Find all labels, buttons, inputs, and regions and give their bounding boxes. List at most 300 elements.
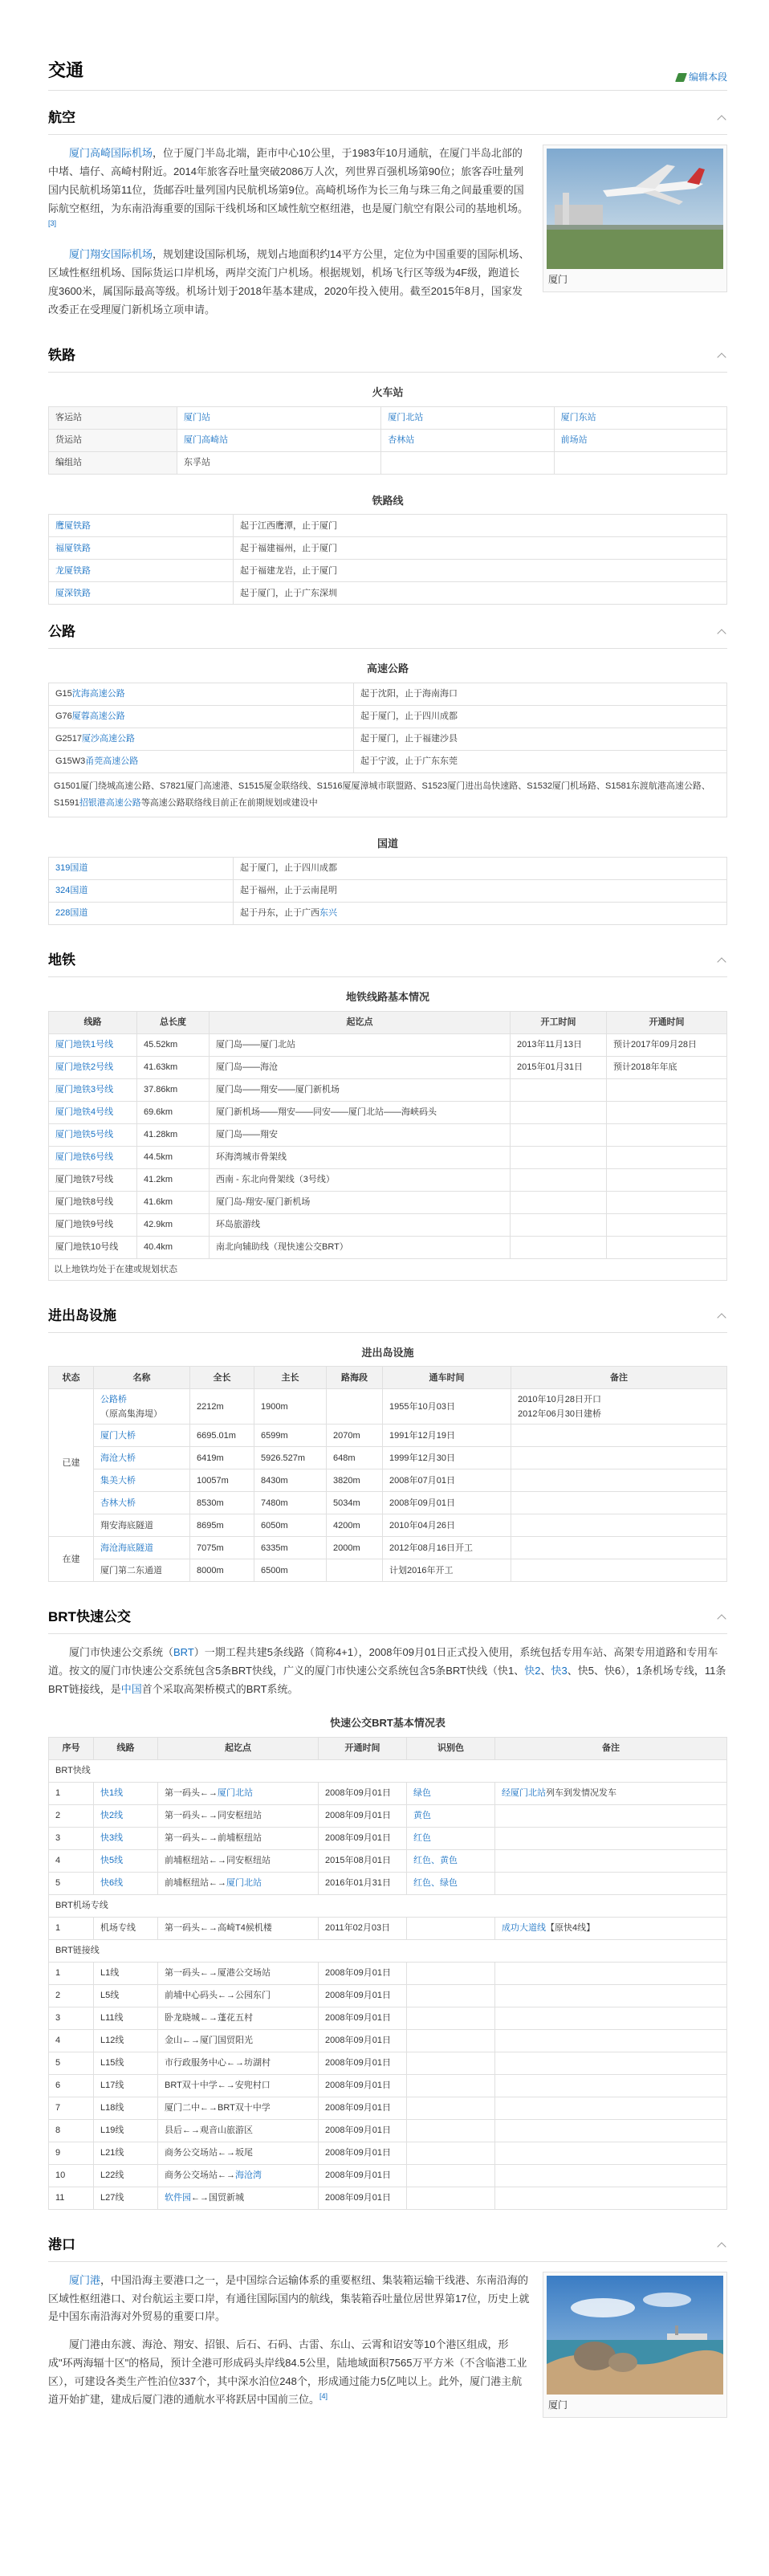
table-cell xyxy=(381,406,554,429)
table-row xyxy=(49,683,727,705)
collapse-icon[interactable] xyxy=(716,350,727,361)
table-cell: 5 xyxy=(49,2052,94,2074)
table-cell: L21线 xyxy=(94,2142,158,2164)
table-cell: 起于福建龙岩，止于厦门 xyxy=(234,560,727,582)
table-row xyxy=(49,1827,727,1849)
station-link[interactable]: 厦门北站 xyxy=(388,413,424,423)
expressway-note xyxy=(48,773,727,817)
column-header: 备注 xyxy=(495,1737,727,1759)
brt-line-link[interactable]: 快2线 xyxy=(100,1811,124,1821)
brt-line-link[interactable]: 快1线 xyxy=(100,1788,124,1799)
table-cell xyxy=(49,1078,137,1101)
table-cell: 厦门岛-翔安-厦门新机场 xyxy=(210,1191,511,1213)
table-cell: 10057m xyxy=(190,1469,254,1492)
table-cell: 2008年09月01日 xyxy=(319,2029,407,2052)
metro-line-link[interactable]: 厦门地铁2号线 xyxy=(55,1062,114,1072)
table-cell xyxy=(511,1146,607,1168)
place-link[interactable]: 东兴 xyxy=(319,908,337,919)
metro-line-link[interactable]: 厦门地铁6号线 xyxy=(55,1151,114,1162)
table-cell: 2010年04月26日 xyxy=(383,1514,511,1537)
table-cell xyxy=(407,2097,495,2119)
table-row xyxy=(49,1804,727,1827)
para-text: 、快5、快6），1条机场专线，11条BRT链接线，是 xyxy=(48,1664,726,1695)
column-header: 起讫点 xyxy=(210,1011,511,1033)
table-cell: L19线 xyxy=(94,2119,158,2142)
table-cell xyxy=(94,1827,158,1849)
table-cell: 2212m xyxy=(190,1389,254,1425)
table-cell: 2012年08月16日开工 xyxy=(383,1537,511,1559)
ref-3[interactable]: [3] xyxy=(48,219,57,228)
expressway-link[interactable]: 甬莞高速公路 xyxy=(85,756,139,767)
table-row xyxy=(49,858,727,880)
table-cell: 卧龙晓城←→蓬花五村 xyxy=(158,2007,319,2029)
table-cell xyxy=(407,2007,495,2029)
facility-link[interactable]: 集美大桥 xyxy=(100,1475,136,1486)
table-cell xyxy=(407,2119,495,2142)
table-cell: 4 xyxy=(49,2029,94,2052)
expressway-link[interactable]: 厦蓉高速公路 xyxy=(71,711,125,722)
table-row xyxy=(49,429,727,451)
kuai3-link[interactable]: 快3 xyxy=(551,1664,568,1677)
table-cell: 起于厦门，止于四川成都 xyxy=(234,858,727,880)
table-cell: 2008年09月01日 xyxy=(319,2187,407,2209)
table-cell xyxy=(381,451,554,474)
collapse-icon[interactable] xyxy=(716,2240,727,2251)
table-cell: 厦门岛——厦门北站 xyxy=(210,1033,511,1056)
table-cell: 商务公交场站←→海沧湾 xyxy=(158,2164,319,2187)
color-link[interactable]: 红色 xyxy=(413,1833,431,1844)
table-cell: 1 xyxy=(49,1917,94,1939)
table-cell xyxy=(511,1425,727,1447)
table-cell: 起于丹东，止于广西东兴 xyxy=(234,903,727,925)
edit-label: 编辑本段 xyxy=(688,71,727,83)
facility-link[interactable]: 厦门大桥 xyxy=(100,1430,136,1441)
table-cell: 6695.01m xyxy=(190,1425,254,1447)
table-cell xyxy=(511,1078,607,1101)
table-cell xyxy=(94,1492,190,1514)
table-cell: 2 xyxy=(49,1804,94,1827)
table-cell: 2008年09月01日 xyxy=(319,1782,407,1804)
table-cell: 成功大道线【原快4线】 xyxy=(495,1917,727,1939)
xiamen-port-link[interactable]: 厦门港 xyxy=(69,2273,101,2286)
table-cell: 货运站 xyxy=(49,429,177,451)
table-row xyxy=(49,582,727,605)
table-cell xyxy=(407,2074,495,2097)
table-cell xyxy=(407,2187,495,2209)
status-cell: 在建 xyxy=(49,1537,94,1582)
facility-subname: （原高集海堤） xyxy=(100,1408,162,1419)
section-title: BRT快速公交 xyxy=(48,1609,131,1625)
table-cell xyxy=(49,537,234,560)
railway-lines-table xyxy=(48,514,727,605)
table-cell xyxy=(49,1056,137,1078)
table-cell: 8 xyxy=(49,2119,94,2142)
column-header: 线路 xyxy=(94,1737,158,1759)
title-row xyxy=(48,56,727,91)
column-header: 通车时间 xyxy=(383,1367,511,1389)
zhaoyin-highway-link[interactable]: 招银港高速公路 xyxy=(79,797,141,808)
table-cell: 69.6km xyxy=(137,1101,210,1123)
column-header: 起讫点 xyxy=(158,1737,319,1759)
table-cell: L22线 xyxy=(94,2164,158,2187)
table-cell: 环岛旅游线 xyxy=(210,1213,511,1236)
section-railway xyxy=(48,384,727,605)
metro-table-title: 地铁线路基本情况 xyxy=(345,991,429,1004)
table-cell xyxy=(407,1917,495,1939)
table-cell: 预计2018年年底 xyxy=(607,1056,727,1078)
table-cell xyxy=(49,880,234,903)
table-cell xyxy=(495,2187,727,2209)
table-cell: 第一码头←→厦港公交场站 xyxy=(158,1962,319,1984)
table-cell: 6599m xyxy=(254,1425,327,1447)
table-row xyxy=(49,537,727,560)
station-link[interactable]: 厦门东站 xyxy=(560,413,596,423)
table-cell: 前埔枢纽站←→厦门北站 xyxy=(158,1872,319,1894)
railway-link[interactable]: 厦深铁路 xyxy=(55,588,91,598)
table-row xyxy=(49,1469,727,1492)
national-road-table xyxy=(48,857,727,925)
table-row xyxy=(49,2164,727,2187)
railway-link[interactable]: 鹰厦铁路 xyxy=(55,520,91,531)
table-cell xyxy=(511,1191,607,1213)
collapse-icon[interactable] xyxy=(716,1612,727,1623)
table-cell: 3 xyxy=(49,1827,94,1849)
column-header: 总长度 xyxy=(137,1011,210,1033)
facility-link[interactable]: 海沧大桥 xyxy=(100,1453,136,1463)
table-cell xyxy=(94,1469,190,1492)
table-row xyxy=(49,1033,727,1056)
metro-line-link[interactable]: 厦门地铁5号线 xyxy=(55,1129,114,1139)
table-row xyxy=(49,1236,727,1258)
column-header: 开通时间 xyxy=(319,1737,407,1759)
national-road-link[interactable]: 228国道 xyxy=(55,908,88,919)
table-cell xyxy=(49,560,234,582)
table-cell: 起于江西鹰潭，止于厦门 xyxy=(234,515,727,537)
table-row xyxy=(49,2007,727,2029)
table-cell: 6419m xyxy=(190,1447,254,1469)
table-cell: 西南 - 东北向骨架线（3号线） xyxy=(210,1168,511,1191)
table-cell: 起于厦门，止于广东深圳 xyxy=(234,582,727,605)
table-row xyxy=(49,2187,727,2209)
brt-link[interactable]: BRT xyxy=(173,1646,194,1659)
table-row xyxy=(49,1389,727,1425)
table-cell xyxy=(607,1078,727,1101)
metro-line-link[interactable]: 厦门地铁3号线 xyxy=(55,1084,114,1094)
table-row xyxy=(49,1917,727,1939)
table-row xyxy=(49,1782,727,1804)
group-label: BRT快线 xyxy=(49,1759,727,1782)
table-cell xyxy=(495,1872,727,1894)
table-cell xyxy=(407,2142,495,2164)
table-cell xyxy=(511,1492,727,1514)
table-row xyxy=(49,1425,727,1447)
table-cell: 2015年08月01日 xyxy=(319,1849,407,1872)
table-cell: 预计2017年09月28日 xyxy=(607,1033,727,1056)
table-cell xyxy=(407,1804,495,1827)
expressway-table-title: 高速公路 xyxy=(366,662,409,675)
column-header: 序号 xyxy=(49,1737,94,1759)
column-header: 状态 xyxy=(49,1367,94,1389)
table-row xyxy=(49,1146,727,1168)
column-header: 名称 xyxy=(94,1367,190,1389)
table-cell: 起于宁波，止于广东东莞 xyxy=(354,750,727,772)
remark-link[interactable]: 经厦门北站 xyxy=(502,1788,546,1799)
table-cell: 2010年10月28日开口 2012年06月30日建桥 xyxy=(511,1389,727,1425)
column-header: 开工时间 xyxy=(511,1011,607,1033)
table-cell xyxy=(94,1872,158,1894)
table-row xyxy=(49,1078,727,1101)
table-cell xyxy=(177,429,381,451)
expressway-link[interactable]: 沈海高速公路 xyxy=(71,689,125,699)
metro-table xyxy=(48,1011,727,1259)
airport-image[interactable] xyxy=(547,149,723,269)
table-row xyxy=(49,1514,727,1537)
section-railway-heading xyxy=(48,341,727,373)
table-row xyxy=(49,1168,727,1191)
stop-link[interactable]: 厦门北站 xyxy=(226,1878,262,1889)
metro-line-link[interactable]: 厦门地铁4号线 xyxy=(55,1107,114,1117)
table-row xyxy=(49,903,727,925)
table-cell xyxy=(607,1213,727,1236)
brt-table-title: 快速公交BRT基本情况表 xyxy=(330,1717,446,1730)
metro-line-link[interactable]: 厦门地铁1号线 xyxy=(55,1039,114,1050)
table-cell: 起于厦门，止于福建沙县 xyxy=(354,728,727,750)
table-cell: 41.2km xyxy=(137,1168,210,1191)
table-row xyxy=(49,880,727,903)
table-cell: 10 xyxy=(49,2164,94,2187)
table-cell xyxy=(407,1827,495,1849)
table-cell xyxy=(495,1849,727,1872)
metro-note: 以上地铁均处于在建或规划状态 xyxy=(48,1259,727,1281)
section-aviation-heading xyxy=(48,104,727,135)
table-cell: 5926.527m xyxy=(254,1447,327,1469)
column-header: 备注 xyxy=(511,1367,727,1389)
table-cell xyxy=(407,2052,495,2074)
island-table xyxy=(48,1366,727,1582)
color-link[interactable]: 红色、绿色 xyxy=(413,1878,458,1889)
table-cell: 6050m xyxy=(254,1514,327,1537)
airport-image-caption: 厦门 xyxy=(548,274,568,286)
table-cell: 42.9km xyxy=(137,1213,210,1236)
group-row xyxy=(49,1939,727,1962)
table-cell xyxy=(407,1782,495,1804)
table-cell xyxy=(511,1123,607,1146)
para-text: 、 xyxy=(540,1664,551,1677)
table-cell xyxy=(511,1559,727,1582)
ref-4[interactable]: [4] xyxy=(319,2392,328,2401)
table-cell xyxy=(495,2029,727,2052)
table-cell xyxy=(94,1849,158,1872)
table-cell xyxy=(511,1213,607,1236)
gaoqi-airport-link[interactable]: 厦门高崎国际机场 xyxy=(69,147,153,160)
table-cell: BRT双十中学←→安兜村口 xyxy=(158,2074,319,2097)
table-cell: 经厦门北站列车到发情况发车 xyxy=(495,1782,727,1804)
airport-figure[interactable] xyxy=(543,145,727,292)
port-image[interactable] xyxy=(547,2276,723,2395)
table-cell xyxy=(94,1537,190,1559)
station-link[interactable]: 厦门站 xyxy=(184,413,210,423)
table-cell: 县后←→观音山旅游区 xyxy=(158,2119,319,2142)
color-link[interactable]: 黄色 xyxy=(413,1811,431,1821)
stations-table-title: 火车站 xyxy=(372,386,404,399)
section-brt xyxy=(48,1644,727,2210)
table-cell: 编组站 xyxy=(49,451,177,474)
table-row xyxy=(49,2074,727,2097)
table-cell: 前埔中心码头←→公园东门 xyxy=(158,1984,319,2007)
table-cell: 6500m xyxy=(254,1559,327,1582)
remark-link[interactable]: 成功大道线 xyxy=(502,1923,546,1934)
station-link[interactable]: 厦门高崎站 xyxy=(184,435,228,446)
table-cell xyxy=(49,582,234,605)
table-row xyxy=(49,2142,727,2164)
table-cell xyxy=(49,1146,137,1168)
table-cell xyxy=(177,406,381,429)
table-row xyxy=(49,1872,727,1894)
table-cell: 厦门新机场——翔安——同安——厦门北站——海峡码头 xyxy=(210,1101,511,1123)
section-island-heading xyxy=(48,1302,727,1333)
table-cell: 8695m xyxy=(190,1514,254,1537)
table-cell: 8000m xyxy=(190,1559,254,1582)
table-cell: 前埔枢纽站←→同安枢纽站 xyxy=(158,1849,319,1872)
table-cell: 厦门岛——翔安 xyxy=(210,1123,511,1146)
table-cell xyxy=(407,1962,495,1984)
table-cell: 2008年09月01日 xyxy=(319,2119,407,2142)
table-row xyxy=(49,1191,727,1213)
railway-link[interactable]: 龙厦铁路 xyxy=(55,565,91,576)
para-text: ，规划建设国际机场，规划占地面积约14平方公里，定位为中国重要的国际机场、区域性枢纽机场、国际货运口岸机场，两岸交流门户机场。根据规划，机场飞行区等级为4F级，跑道长度3600米，属国际最高等级。机场计划于2018年基本建成，2020年投入使用。截至2015年8月，国家发改委正在受理厦门新机场立项申请。 xyxy=(48,248,530,316)
table-cell: 2011年02月03日 xyxy=(319,1917,407,1939)
stop-link[interactable]: 软件园 xyxy=(165,2193,191,2203)
table-cell xyxy=(511,1168,607,1191)
facility-link[interactable]: 海沧海底隧道 xyxy=(100,1543,153,1553)
kuai2-link[interactable]: 快2 xyxy=(524,1664,541,1677)
table-cell: 厦门第二东通道 xyxy=(94,1559,190,1582)
table-cell: 3 xyxy=(49,2007,94,2029)
table-cell xyxy=(94,1782,158,1804)
railway-link[interactable]: 福厦铁路 xyxy=(55,543,91,553)
color-link[interactable]: 红色、黄色 xyxy=(413,1856,458,1866)
table-row xyxy=(49,750,727,772)
station-link[interactable]: 前场站 xyxy=(560,435,588,446)
table-cell: 3820m xyxy=(327,1469,383,1492)
table-cell: 6 xyxy=(49,2074,94,2097)
table-cell: 起于沈阳，止于海南海口 xyxy=(354,683,727,705)
edit-section-button[interactable] xyxy=(677,70,727,86)
column-header: 路海段 xyxy=(327,1367,383,1389)
color-link[interactable]: 绿色 xyxy=(413,1788,431,1799)
table-cell xyxy=(511,1101,607,1123)
brt-table xyxy=(48,1737,727,2210)
table-cell: 8430m xyxy=(254,1469,327,1492)
table-cell xyxy=(511,1236,607,1258)
collapse-icon[interactable] xyxy=(716,626,727,638)
facility-link[interactable]: 公路桥 xyxy=(100,1394,127,1404)
table-cell: 44.5km xyxy=(137,1146,210,1168)
table-cell: 市行政服务中心←→坊湖村 xyxy=(158,2052,319,2074)
expressway-link[interactable]: 厦沙高速公路 xyxy=(82,734,136,744)
table-row xyxy=(49,728,727,750)
table-cell xyxy=(407,1872,495,1894)
table-row xyxy=(49,705,727,728)
table-cell: 45.52km xyxy=(137,1033,210,1056)
collapse-icon[interactable] xyxy=(716,112,727,124)
para-text: 首个采取高架桥模式的BRT系统。 xyxy=(141,1682,299,1695)
table-cell xyxy=(495,1984,727,2007)
table-cell xyxy=(511,1537,727,1559)
port-figure[interactable] xyxy=(543,2272,727,2418)
port-photo-icon xyxy=(547,2276,723,2395)
table-cell xyxy=(49,1123,137,1146)
table-cell xyxy=(607,1101,727,1123)
table-cell xyxy=(94,1447,190,1469)
table-cell: 2008年09月01日 xyxy=(319,2007,407,2029)
facility-link[interactable]: 杏林大桥 xyxy=(100,1498,136,1508)
table-cell xyxy=(554,406,726,429)
station-link[interactable]: 杏林站 xyxy=(388,435,415,446)
table-cell xyxy=(327,1559,383,1582)
group-label: BRT机场专线 xyxy=(49,1894,727,1917)
table-cell: 第一码头←→高崎T4候机楼 xyxy=(158,1917,319,1939)
table-cell xyxy=(49,1101,137,1123)
stop-link[interactable]: 海沧湾 xyxy=(235,2170,262,2181)
collapse-icon[interactable] xyxy=(716,955,727,966)
table-cell: 8530m xyxy=(190,1492,254,1514)
column-header: 线路 xyxy=(49,1011,137,1033)
para-text: 厦门市快速公交系统（ xyxy=(69,1646,174,1659)
collapse-icon[interactable] xyxy=(716,1310,727,1322)
china-link[interactable]: 中国 xyxy=(120,1682,142,1695)
brt-line-link[interactable]: 快3线 xyxy=(100,1833,124,1844)
table-cell: 商务公交场站←→坂尾 xyxy=(158,2142,319,2164)
table-row xyxy=(49,1559,727,1582)
table-row xyxy=(49,515,727,537)
table-cell: G15沈海高速公路 xyxy=(49,683,354,705)
table-cell xyxy=(49,1033,137,1056)
section-title: 铁路 xyxy=(48,348,75,364)
table-cell: 2008年09月01日 xyxy=(319,1984,407,2007)
table-cell xyxy=(607,1236,727,1258)
table-cell: 1 xyxy=(49,1782,94,1804)
table-cell: 6335m xyxy=(254,1537,327,1559)
national-road-link[interactable]: 324国道 xyxy=(55,886,88,896)
port-image-caption: 厦门 xyxy=(548,2399,568,2411)
table-cell: L12线 xyxy=(94,2029,158,2052)
para-text: ）一期工程共建5条线路（简称4+1），2008年09月01日正式投入使用，系统包括专用车站、高架专用道路和专用车道。按文的厦门市快速公交系统包含5条BRT快线，广义的厦门市快速公交系统包含5条BRT快线（快1、 xyxy=(48,1646,718,1677)
brt-line-link[interactable]: 快5线 xyxy=(100,1856,124,1866)
national-road-link[interactable]: 319国道 xyxy=(55,863,88,874)
national-road-table-title: 国道 xyxy=(376,837,398,850)
table-cell: 5 xyxy=(49,1872,94,1894)
table-cell: 环海湾城市骨架线 xyxy=(210,1146,511,1168)
table-cell: 2008年09月01日 xyxy=(383,1492,511,1514)
xiangan-airport-link[interactable]: 厦门翔安国际机场 xyxy=(69,248,153,261)
group-row xyxy=(49,1759,727,1782)
island-table-title: 进出岛设施 xyxy=(361,1346,414,1359)
table-cell: 起于福建福州，止于厦门 xyxy=(234,537,727,560)
table-cell: 11 xyxy=(49,2187,94,2209)
column-header: 开通时间 xyxy=(607,1011,727,1033)
table-cell xyxy=(495,2074,727,2097)
table-cell: 4 xyxy=(49,1849,94,1872)
table-cell xyxy=(511,1514,727,1537)
stop-link[interactable]: 厦门北站 xyxy=(218,1788,253,1799)
table-cell: 厦门地铁7号线 xyxy=(49,1168,137,1191)
table-cell: L17线 xyxy=(94,2074,158,2097)
table-cell xyxy=(495,2097,727,2119)
table-row xyxy=(49,406,727,429)
brt-line-link[interactable]: 快6线 xyxy=(100,1878,124,1889)
table-cell: L5线 xyxy=(94,1984,158,2007)
